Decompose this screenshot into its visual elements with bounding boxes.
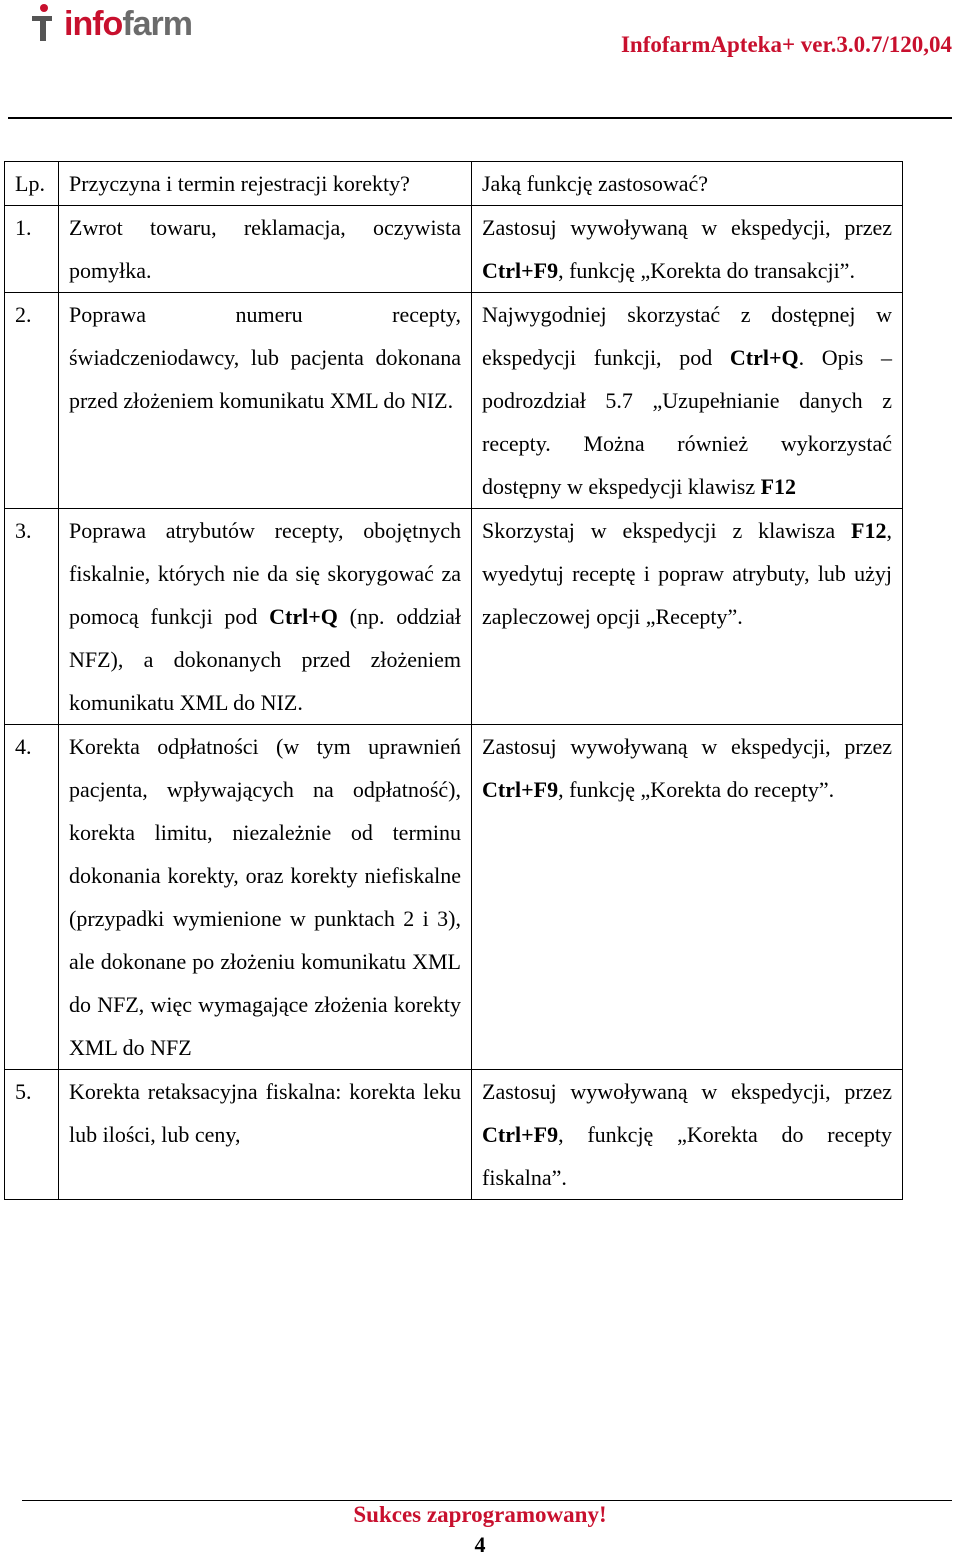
row-reason: Korekta retaksacyjna fiskalna: korekta leku lub ilości, lub ceny, bbox=[59, 1070, 472, 1200]
logo-text: infofarm bbox=[64, 4, 193, 43]
row-number: 2. bbox=[5, 293, 59, 509]
row-action: Zastosuj wywoływaną w ekspedycji, przez Ctrl+F9, funkcję „Korekta do recepty fiskalna”. bbox=[472, 1070, 903, 1200]
table-row bbox=[5, 293, 903, 509]
row-number: 4. bbox=[5, 725, 59, 1070]
column-header-lp: Lp. bbox=[5, 162, 59, 206]
column-header-action: Jaką funkcję zastosować? bbox=[472, 162, 903, 206]
footer-divider bbox=[22, 1500, 952, 1501]
row-number: 1. bbox=[5, 206, 59, 293]
document-header-title: InfofarmApteka+ ver.3.0.7/120,04 bbox=[620, 32, 952, 57]
logo-icon bbox=[30, 4, 60, 44]
table-row bbox=[5, 509, 903, 725]
row-reason: Poprawa numeru recepty, świadczeniodawcy, lub pacjenta dokonana przed złożeniem komunikatu XML do NIZ. bbox=[59, 293, 472, 509]
row-number: 5. bbox=[5, 1070, 59, 1200]
row-reason: Zwrot towaru, reklamacja, oczywista pomyłka. bbox=[59, 206, 472, 293]
table-header-row bbox=[5, 162, 903, 206]
corrections-table bbox=[4, 161, 903, 1200]
row-action: Zastosuj wywoływaną w ekspedycji, przez Ctrl+F9, funkcję „Korekta do recepty”. bbox=[472, 725, 903, 1070]
page-number: 4 bbox=[474, 1532, 486, 1557]
row-action: Zastosuj wywoływaną w ekspedycji, przez Ctrl+F9, funkcję „Korekta do transakcji”. bbox=[472, 206, 903, 293]
table-row bbox=[5, 1070, 903, 1200]
row-number: 3. bbox=[5, 509, 59, 725]
logo bbox=[30, 2, 192, 46]
table-row bbox=[5, 725, 903, 1070]
row-reason: Korekta odpłatności (w tym uprawnień pacjenta, wpływających na odpłatność), korekta limitu, niezależnie od terminu dokonania korekty, oraz korekty niefiskalne (przypadki wymienione w punktach 2 i 3), ale dokonane po złożeniu komunikatu XML do NFZ, więc wymagające złożenia korekty XML do NFZ bbox=[59, 725, 472, 1070]
row-reason: Poprawa atrybutów recepty, obojętnych fiskalnie, których nie da się skorygować za pomocą funkcji pod Ctrl+Q (np. oddział NFZ), a dokonanych przed złożeniem komunikatu XML do NIZ. bbox=[59, 509, 472, 725]
footer-slogan: Sukces zaprogramowany! bbox=[353, 1502, 607, 1527]
row-action: Najwygodniej skorzystać z dostępnej w ekspedycji funkcji, pod Ctrl+Q. Opis – podrozdział 5.7 „Uzupełnianie danych z recepty. Można również wykorzystać dostępny w ekspedycji klawisz F12 bbox=[472, 293, 903, 509]
header-divider bbox=[8, 117, 952, 119]
table-row bbox=[5, 206, 903, 293]
column-header-reason: Przyczyna i termin rejestracji korekty? bbox=[59, 162, 472, 206]
row-action: Skorzystaj w ekspedycji z klawisza F12, wyedytuj receptę i popraw atrybuty, lub użyj zapleczowej opcji „Recepty”. bbox=[472, 509, 903, 725]
